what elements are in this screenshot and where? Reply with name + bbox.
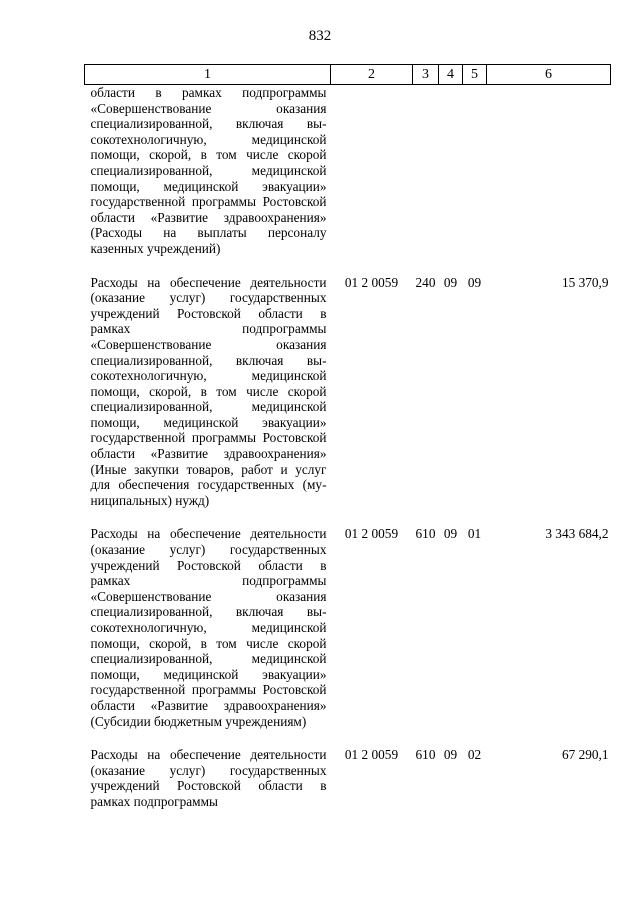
header-col-6: 6 [487, 65, 611, 85]
header-col-3: 3 [413, 65, 439, 85]
header-col-2: 2 [331, 65, 413, 85]
row-amount [487, 85, 611, 275]
row-subsection: 01 [467, 526, 482, 542]
row-expense-type: 610 [415, 747, 436, 763]
row-section [439, 85, 463, 275]
row-expense-type [413, 85, 439, 275]
page-number: 832 [308, 28, 332, 44]
row-description: Расходы на обеспечение деятельности (оказание услуг) государственных учреждений Ростовской области в рамках подпрограммы «Совершенствование оказания специализированной, включая высокотехнологичную, медицинской помощи, скорой, в том числе скорой специализированной, медицинской помощи, медицинской эвакуации» государственной программы Ростовской области «Развитие здравоохранения» (Субсидии бюджетным учреждениям) [90, 526, 327, 729]
header-col-5: 5 [463, 65, 487, 85]
header-col-1: 1 [85, 65, 331, 85]
table-row [85, 747, 611, 809]
row-expense-type: 610 [415, 526, 436, 542]
table-row [85, 275, 611, 527]
row-expense-type: 240 [415, 274, 436, 290]
row-subsection [463, 85, 487, 275]
row-code: 01 2 0059 [344, 526, 399, 542]
row-code [331, 85, 413, 275]
row-description: Расходы на обеспечение деятельности (оказание услуг) государственных учреждений Ростовской области в рамках подпрограммы [90, 747, 327, 809]
row-code: 01 2 0059 [344, 747, 399, 763]
budget-table [84, 64, 611, 810]
row-amount: 15 370,9 [561, 274, 609, 290]
header-col-4: 4 [439, 65, 463, 85]
row-amount: 67 290,1 [561, 747, 609, 763]
row-section: 09 [443, 526, 458, 542]
row-description: области в рамках подпрограммы «Совершенствование оказания специализированной, включая высокотехнологичную, медицинской помощи, скорой, в том числе скорой специализированной, медицинской помощи, медицинской эвакуации» государственной программы Ростовской области «Развитие здравоохранения» (Расходы на выплаты персоналу казенных учреждений) [90, 85, 327, 256]
table-row [85, 85, 611, 275]
row-subsection: 02 [467, 747, 482, 763]
row-section: 09 [443, 747, 458, 763]
table-header-row [85, 65, 611, 85]
row-amount: 3 343 684,2 [545, 526, 609, 542]
row-subsection: 09 [467, 274, 482, 290]
row-code: 01 2 0059 [344, 274, 399, 290]
row-description: Расходы на обеспечение деятельности (оказание услуг) государственных учреждений Ростовской области в рамках подпрограммы «Совершенствование оказания специализированной, включая высокотехнологичную, медицинской помощи, скорой, в том числе скорой специализированной, медицинской помощи, медицинской эвакуации» государственной программы Ростовской области «Развитие здравоохранения» (Иные закупки товаров, работ и услуг для обеспечения государственных (муниципальных) нужд) [90, 274, 327, 508]
table-row [85, 526, 611, 747]
row-section: 09 [443, 274, 458, 290]
